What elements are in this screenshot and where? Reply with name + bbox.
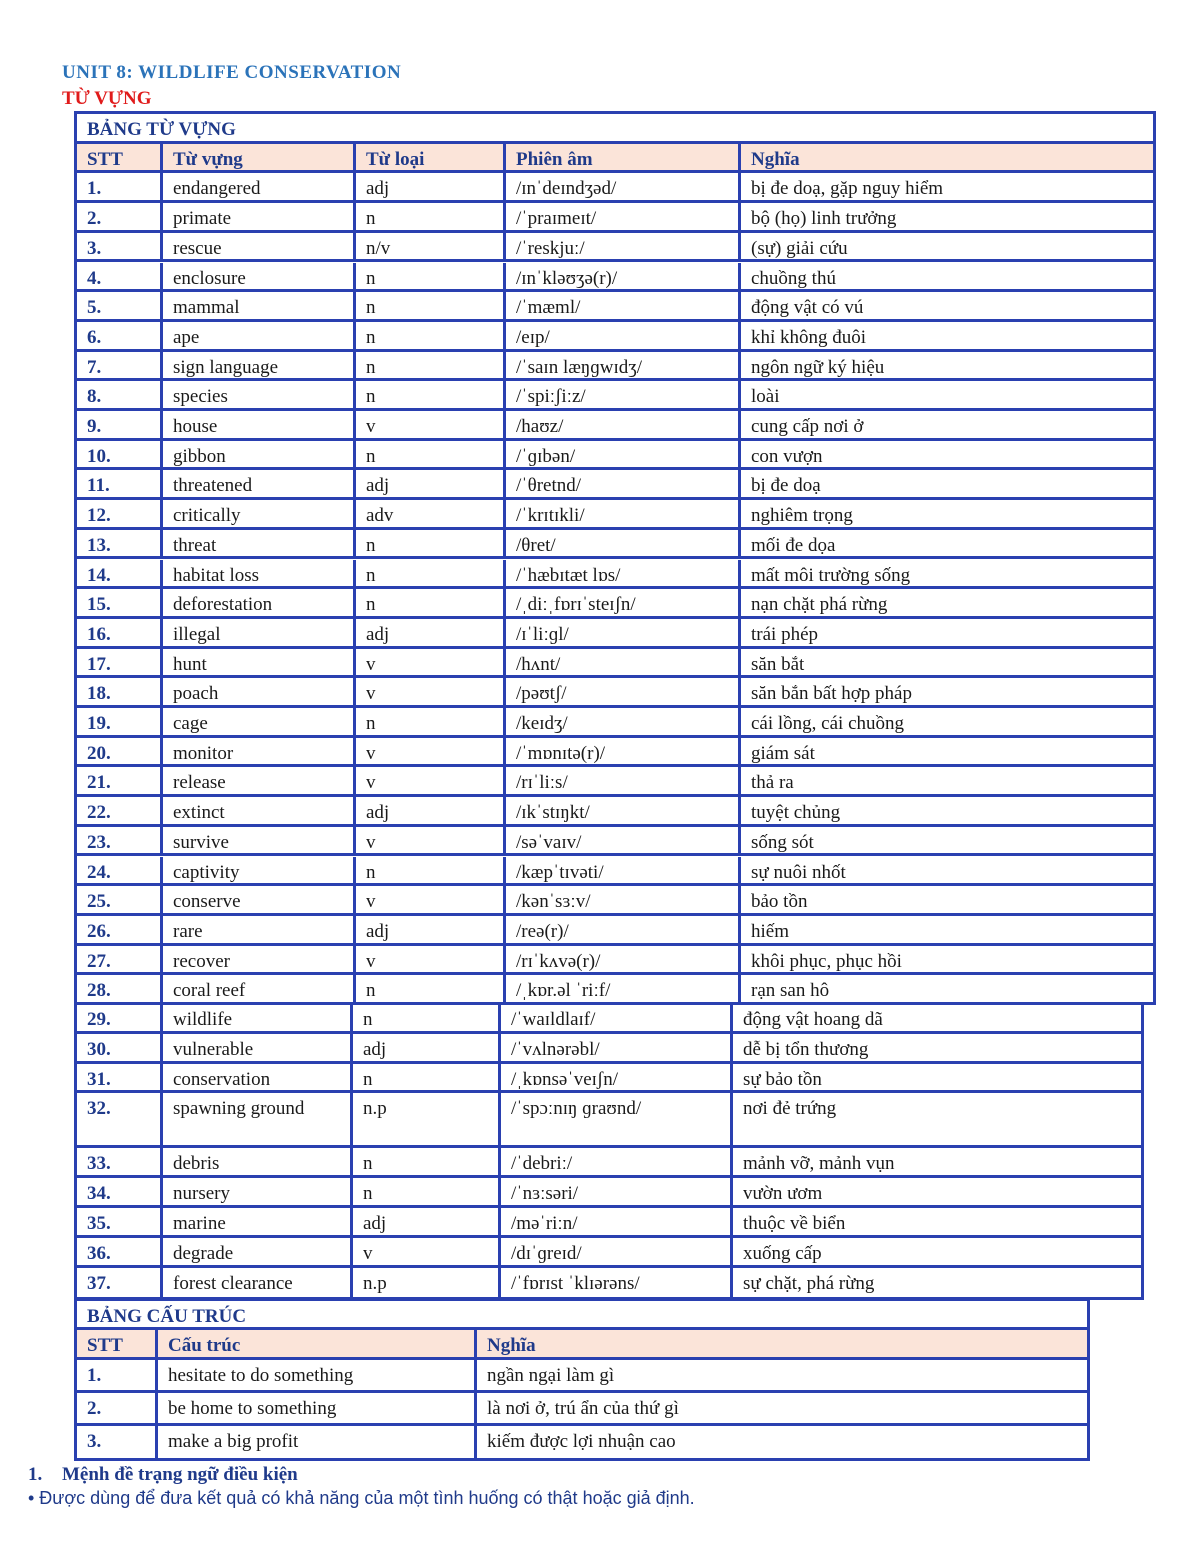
meaning-cell: nơi đẻ trứng xyxy=(743,1098,837,1120)
stt-cell: 26. xyxy=(77,916,163,943)
type-cell: n xyxy=(356,589,506,616)
type-cell: v xyxy=(356,946,506,973)
word-cell: species xyxy=(163,381,356,408)
meaning-cell: giám sát xyxy=(751,742,815,764)
table-row xyxy=(77,203,1153,233)
type-cell: v xyxy=(356,411,506,438)
ipa-cell: /rɪˈkʌvə(r)/ xyxy=(506,946,741,973)
type-cell: n.p xyxy=(353,1268,501,1298)
table-row xyxy=(77,1393,1087,1426)
ipa-cell: /ˈpraɪmeɪt/ xyxy=(506,203,741,230)
type-cell: n xyxy=(356,292,506,319)
stt-cell: 23. xyxy=(77,827,163,854)
ipa-cell: /kæpˈtɪvəti/ xyxy=(506,857,741,884)
table-row xyxy=(77,1148,1141,1178)
header-type-cell: Từ loại xyxy=(356,144,506,171)
type-cell: n xyxy=(356,857,506,884)
grammar-heading: Mệnh đề trạng ngữ điều kiện xyxy=(62,1464,298,1485)
type-cell: adj xyxy=(356,797,506,824)
meaning-cell: trái phép xyxy=(751,623,819,645)
word-cell: habitat loss xyxy=(163,560,356,587)
type-cell: adj xyxy=(353,1208,501,1235)
word-cell: captivity xyxy=(163,857,356,884)
type-cell: adj xyxy=(356,916,506,943)
word-cell: deforestation xyxy=(163,589,356,616)
meaning-cell: rạn san hô xyxy=(751,980,830,1002)
meaning-cell: sự chặt, phá rừng xyxy=(743,1272,875,1294)
type-cell: n xyxy=(356,263,506,290)
word-cell: illegal xyxy=(163,619,356,646)
table-row xyxy=(77,827,1153,857)
word-cell: monitor xyxy=(163,738,356,765)
header-stt-cell: STT xyxy=(77,144,163,171)
stt-cell: 11. xyxy=(77,470,163,497)
stt-cell: 1. xyxy=(77,173,163,200)
meaning-cell: săn bắt xyxy=(751,653,805,675)
stt-cell: 28. xyxy=(77,975,163,1005)
ipa-cell: /ɪnˈkləʊʒə(r)/ xyxy=(506,263,741,290)
table-row xyxy=(77,975,1153,1005)
table-caption-row xyxy=(77,1301,1087,1330)
ipa-cell: /kənˈsɜːv/ xyxy=(506,886,741,913)
grammar-number: 1. xyxy=(28,1464,43,1485)
type-cell: n xyxy=(356,530,506,557)
type-cell: n xyxy=(353,1004,501,1031)
table-row xyxy=(77,1426,1087,1459)
meaning-cell: mảnh vỡ, mảnh vụn xyxy=(743,1153,895,1175)
ipa-cell: /ɪˈliːɡl/ xyxy=(506,619,741,646)
ipa-cell: /məˈriːn/ xyxy=(501,1208,733,1235)
ipa-cell: /ˈspiːʃiːz/ xyxy=(506,381,741,408)
type-cell: n xyxy=(353,1178,501,1205)
word-cell: nursery xyxy=(163,1178,353,1205)
stt-cell: 3. xyxy=(77,1426,158,1459)
meaning-cell: nạn chặt phá rừng xyxy=(751,594,888,616)
meaning-cell: khôi phục, phục hồi xyxy=(751,950,902,972)
ipa-cell: /haʊz/ xyxy=(506,411,741,438)
stt-cell: 9. xyxy=(77,411,163,438)
stt-cell: 27. xyxy=(77,946,163,973)
stt-cell: 29. xyxy=(77,1004,163,1031)
table-row xyxy=(77,530,1153,560)
word-cell: threatened xyxy=(163,470,356,497)
type-cell: n/v xyxy=(356,233,506,260)
ipa-cell: /ˈreskjuː/ xyxy=(506,233,741,260)
stt-cell: 19. xyxy=(77,708,163,735)
word-cell: debris xyxy=(163,1148,353,1175)
ipa-cell: /ˌkɒnsəˈveɪʃn/ xyxy=(501,1064,733,1091)
table-row xyxy=(77,1178,1141,1208)
meaning-cell: hiếm xyxy=(751,920,789,942)
table-row xyxy=(77,649,1153,679)
word-cell: conserve xyxy=(163,886,356,913)
meaning-cell: xuống cấp xyxy=(743,1242,822,1264)
table-row xyxy=(77,738,1153,768)
stt-cell: 4. xyxy=(77,263,163,290)
word-cell: gibbon xyxy=(163,441,356,468)
stt-cell: 14. xyxy=(77,560,163,587)
stt-cell: 10. xyxy=(77,441,163,468)
meaning-cell: là nơi ở, trú ẩn của thứ gì xyxy=(487,1398,679,1419)
structure-table xyxy=(74,1298,1090,1461)
table-row xyxy=(77,173,1153,203)
type-cell: n xyxy=(356,203,506,230)
type-cell: n xyxy=(353,1148,501,1175)
vocab-caption: BẢNG TỪ VỰNG xyxy=(87,119,236,140)
meaning-cell: động vật có vú xyxy=(751,297,864,319)
stt-cell: 21. xyxy=(77,767,163,794)
vocab-table xyxy=(74,111,1156,1005)
ipa-cell: /ˈnɜːsəri/ xyxy=(501,1178,733,1205)
ipa-cell: /reə(r)/ xyxy=(506,916,741,943)
table-row xyxy=(77,1034,1141,1064)
meaning-cell: dễ bị tổn thương xyxy=(743,1038,869,1060)
table-row xyxy=(77,857,1153,887)
word-cell: marine xyxy=(163,1208,353,1235)
ipa-cell: /rɪˈliːs/ xyxy=(506,767,741,794)
word-cell: coral reef xyxy=(163,975,356,1005)
meaning-cell: bảo tồn xyxy=(751,891,808,913)
word-cell: endangered xyxy=(163,173,356,200)
ipa-cell: /ˈvʌlnərəbl/ xyxy=(501,1034,733,1061)
structure-caption: BẢNG CẤU TRÚC xyxy=(87,1306,247,1327)
word-cell: rare xyxy=(163,916,356,943)
type-cell: n.p xyxy=(353,1093,501,1145)
table-row xyxy=(77,1208,1141,1238)
header-stt-cell: STT xyxy=(77,1330,158,1357)
ipa-cell: /ˈdebriː/ xyxy=(501,1148,733,1175)
word-cell: threat xyxy=(163,530,356,557)
stt-cell: 37. xyxy=(77,1268,163,1298)
meaning-cell: (sự) giải cứu xyxy=(751,237,848,259)
stt-cell: 7. xyxy=(77,352,163,379)
type-cell: v xyxy=(356,827,506,854)
ipa-cell: /səˈvaɪv/ xyxy=(506,827,741,854)
meaning-cell: thuộc về biển xyxy=(743,1213,846,1234)
ipa-cell: /ˈɡɪbən/ xyxy=(506,441,741,468)
structure-cell: be home to something xyxy=(158,1393,477,1423)
ipa-cell: /ˈfɒrɪst ˈklɪərəns/ xyxy=(501,1268,733,1298)
word-cell: cage xyxy=(163,708,356,735)
type-cell: n xyxy=(356,560,506,587)
ipa-cell: /ˈhæbɪtæt lɒs/ xyxy=(506,560,741,587)
header-meaning-cell: Nghĩa xyxy=(751,148,800,170)
meaning-cell: săn bắn bất hợp pháp xyxy=(751,683,912,705)
stt-cell: 8. xyxy=(77,381,163,408)
table-row xyxy=(77,322,1153,352)
stt-cell: 18. xyxy=(77,678,163,705)
ipa-cell: /dɪˈɡreɪd/ xyxy=(501,1238,733,1265)
type-cell: v xyxy=(356,649,506,676)
header-row xyxy=(77,1330,1087,1360)
meaning-cell: sống sót xyxy=(751,831,814,853)
table-row xyxy=(77,1360,1087,1393)
grammar-bullet: • Được dùng để đưa kết quả có khả năng của một tình huống có thật hoặc giả định. xyxy=(28,1488,695,1508)
word-cell: primate xyxy=(163,203,356,230)
word-cell: wildlife xyxy=(163,1004,353,1031)
section-title: TỪ VỰNG xyxy=(62,88,152,109)
meaning-cell: bộ (họ) linh trưởng xyxy=(751,208,897,230)
table-row xyxy=(77,292,1153,322)
ipa-cell: /ˈspɔːnɪŋ ɡraʊnd/ xyxy=(501,1093,733,1145)
word-cell: sign language xyxy=(163,352,356,379)
stt-cell: 20. xyxy=(77,738,163,765)
stt-cell: 6. xyxy=(77,322,163,349)
stt-cell: 13. xyxy=(77,530,163,557)
structure-cell: make a big profit xyxy=(158,1426,477,1459)
meaning-cell: cái lồng, cái chuồng xyxy=(751,713,905,734)
vocab-table-continued xyxy=(74,1004,1144,1300)
ipa-cell: /ˈθretnd/ xyxy=(506,470,741,497)
table-row xyxy=(77,233,1153,263)
stt-cell: 35. xyxy=(77,1208,163,1235)
meaning-cell: nghiêm trọng xyxy=(751,505,853,527)
meaning-cell: chuồng thú xyxy=(751,267,836,289)
stt-cell: 31. xyxy=(77,1064,163,1091)
table-row xyxy=(77,619,1153,649)
type-cell: adv xyxy=(356,500,506,527)
stt-cell: 22. xyxy=(77,797,163,824)
meaning-cell: bị đe doạ, gặp nguy hiểm xyxy=(751,178,944,200)
table-row xyxy=(77,470,1153,500)
type-cell: v xyxy=(356,767,506,794)
type-cell: v xyxy=(356,886,506,913)
table-row xyxy=(77,1238,1141,1268)
type-cell: adj xyxy=(356,173,506,200)
table-row xyxy=(77,1268,1141,1298)
word-cell: poach xyxy=(163,678,356,705)
type-cell: n xyxy=(356,441,506,468)
table-row xyxy=(77,1064,1141,1094)
stt-cell: 5. xyxy=(77,292,163,319)
header-row xyxy=(77,144,1153,174)
stt-cell: 16. xyxy=(77,619,163,646)
ipa-cell: /ˈmɒnɪtə(r)/ xyxy=(506,738,741,765)
table-row xyxy=(77,1004,1141,1034)
stt-cell: 25. xyxy=(77,886,163,913)
word-cell: enclosure xyxy=(163,263,356,290)
word-cell: conservation xyxy=(163,1064,353,1091)
table-row xyxy=(77,263,1153,293)
word-cell: ape xyxy=(163,322,356,349)
table-row xyxy=(77,441,1153,471)
stt-cell: 1. xyxy=(77,1360,158,1390)
meaning-cell: tuyệt chủng xyxy=(751,802,841,824)
ipa-cell: /ˌdiːˌfɒrɪˈsteɪʃn/ xyxy=(506,589,741,616)
header-word-cell: Từ vựng xyxy=(163,144,356,171)
type-cell: adj xyxy=(353,1034,501,1061)
structure-cell: hesitate to do something xyxy=(158,1360,477,1390)
word-cell: rescue xyxy=(163,233,356,260)
stt-cell: 3. xyxy=(77,233,163,260)
ipa-cell: /hʌnt/ xyxy=(506,649,741,676)
stt-cell: 2. xyxy=(77,1393,158,1423)
table-row xyxy=(77,1093,1141,1148)
table-row xyxy=(77,797,1153,827)
meaning-cell: vườn ươm xyxy=(743,1183,823,1205)
word-cell: forest clearance xyxy=(163,1268,353,1298)
meaning-cell: sự nuôi nhốt xyxy=(751,861,846,883)
ipa-cell: /ˌkɒr.əl ˈriːf/ xyxy=(506,975,741,1005)
header-structure-cell: Cấu trúc xyxy=(158,1330,477,1357)
stt-cell: 36. xyxy=(77,1238,163,1265)
stt-cell: 24. xyxy=(77,857,163,884)
table-row xyxy=(77,916,1153,946)
ipa-cell: /keɪdʒ/ xyxy=(506,708,741,735)
table-row xyxy=(77,352,1153,382)
type-cell: adj xyxy=(356,470,506,497)
word-cell: mammal xyxy=(163,292,356,319)
type-cell: n xyxy=(353,1064,501,1091)
word-cell: survive xyxy=(163,827,356,854)
type-cell: n xyxy=(356,708,506,735)
ipa-cell: /pəʊtʃ/ xyxy=(506,678,741,705)
table-row xyxy=(77,767,1153,797)
type-cell: n xyxy=(356,975,506,1005)
stt-cell: 12. xyxy=(77,500,163,527)
meaning-cell: mối đe dọa xyxy=(751,534,836,556)
table-caption-row xyxy=(77,114,1153,144)
ipa-cell: /ˈmæml/ xyxy=(506,292,741,319)
stt-cell: 32. xyxy=(77,1093,163,1145)
type-cell: v xyxy=(356,738,506,765)
word-cell: house xyxy=(163,411,356,438)
word-cell: critically xyxy=(163,500,356,527)
unit-title: UNIT 8: WILDLIFE CONSERVATION xyxy=(62,62,402,83)
word-cell: vulnerable xyxy=(163,1034,353,1061)
ipa-cell: /θret/ xyxy=(506,530,741,557)
ipa-cell: /ɪnˈdeɪndʒəd/ xyxy=(506,173,741,200)
stt-cell: 34. xyxy=(77,1178,163,1205)
type-cell: v xyxy=(356,678,506,705)
ipa-cell: /eɪp/ xyxy=(506,322,741,349)
header-ipa-cell: Phiên âm xyxy=(506,144,741,171)
word-cell: extinct xyxy=(163,797,356,824)
table-row xyxy=(77,946,1153,976)
ipa-cell: /ɪkˈstɪŋkt/ xyxy=(506,797,741,824)
type-cell: v xyxy=(353,1238,501,1265)
ipa-cell: /ˈkrɪtɪkli/ xyxy=(506,500,741,527)
table-row xyxy=(77,708,1153,738)
meaning-cell: ngần ngại làm gì xyxy=(487,1365,615,1386)
ipa-cell: /ˈwaɪldlaɪf/ xyxy=(501,1004,733,1031)
table-row xyxy=(77,560,1153,590)
word-cell: hunt xyxy=(163,649,356,676)
type-cell: n xyxy=(356,352,506,379)
table-row xyxy=(77,411,1153,441)
stt-cell: 17. xyxy=(77,649,163,676)
stt-cell: 33. xyxy=(77,1148,163,1175)
table-row xyxy=(77,678,1153,708)
word-cell: spawning ground xyxy=(163,1093,353,1145)
table-row xyxy=(77,500,1153,530)
meaning-cell: sự bảo tồn xyxy=(743,1068,822,1090)
meaning-cell: con vượn xyxy=(751,445,823,467)
type-cell: n xyxy=(356,381,506,408)
meaning-cell: khỉ không đuôi xyxy=(751,326,867,348)
stt-cell: 2. xyxy=(77,203,163,230)
table-row xyxy=(77,381,1153,411)
meaning-cell: ngôn ngữ ký hiệu xyxy=(751,356,885,378)
stt-cell: 30. xyxy=(77,1034,163,1061)
type-cell: n xyxy=(356,322,506,349)
word-cell: degrade xyxy=(163,1238,353,1265)
table-row xyxy=(77,886,1153,916)
word-cell: release xyxy=(163,767,356,794)
meaning-cell: động vật hoang dã xyxy=(743,1009,883,1030)
ipa-cell: /ˈsaɪn læŋɡwɪdʒ/ xyxy=(506,352,741,379)
stt-cell: 15. xyxy=(77,589,163,616)
word-cell: recover xyxy=(163,946,356,973)
type-cell: adj xyxy=(356,619,506,646)
header-meaning-cell: Nghĩa xyxy=(487,1335,536,1356)
table-row xyxy=(77,589,1153,619)
meaning-cell: kiếm được lợi nhuận cao xyxy=(487,1431,676,1452)
meaning-cell: loài xyxy=(751,386,780,408)
meaning-cell: cung cấp nơi ở xyxy=(751,416,864,437)
meaning-cell: bị đe doạ xyxy=(751,475,821,497)
meaning-cell: mất môi trường sống xyxy=(751,564,911,586)
meaning-cell: thả ra xyxy=(751,772,794,794)
